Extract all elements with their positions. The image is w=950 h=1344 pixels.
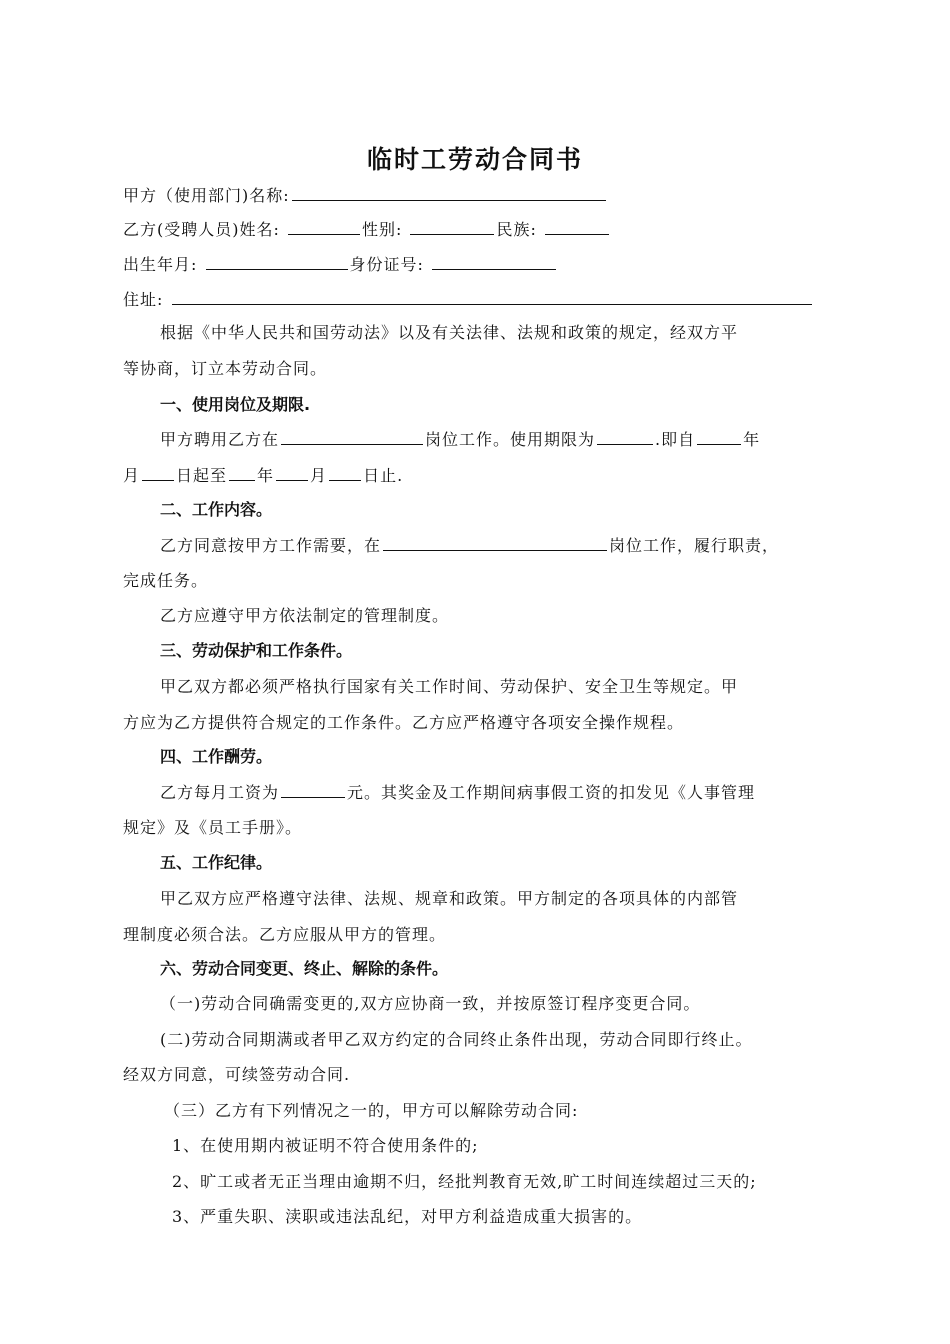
- end-month-blank[interactable]: [276, 464, 308, 481]
- section-1-line-2: [123, 464, 403, 487]
- section-3-heading: 三、劳动保护和工作条件。: [160, 641, 353, 660]
- s2-text-b: 岗位工作，履行职责，: [609, 536, 780, 555]
- id-label: 身份证号:: [349, 255, 424, 274]
- address-label: 住址:: [123, 290, 164, 309]
- gender-label: 性别:: [361, 220, 403, 239]
- position-blank[interactable]: [281, 428, 423, 445]
- s1-text-f: 日起至: [176, 466, 228, 485]
- section-6-para-2b: 经双方同意，可续签劳动合同.: [123, 1065, 351, 1084]
- party-a-line: [123, 184, 608, 207]
- s1-text-i: 日止.: [363, 466, 404, 485]
- s1-text-d: 年: [743, 430, 761, 449]
- end-year-blank[interactable]: [229, 464, 255, 481]
- section-2-heading: 二、工作内容。: [160, 500, 273, 519]
- s2-text-a: 乙方同意按甲方工作需要，在: [160, 536, 382, 555]
- section-6-para-3: （三）乙方有下列情况之一的，甲方可以解除劳动合同:: [164, 1101, 579, 1120]
- term-blank[interactable]: [597, 428, 653, 445]
- ethnicity-blank[interactable]: [545, 218, 609, 235]
- intro-line-2: 等协商，订立本劳动合同。: [123, 359, 328, 378]
- work-position-blank[interactable]: [383, 534, 607, 551]
- section-3-line-1: 甲乙双方都必须严格执行国家有关工作时间、劳动保护、安全卫生等规定。甲: [160, 677, 739, 696]
- section-4-heading: 四、工作酬劳。: [160, 747, 273, 766]
- party-b-name-blank[interactable]: [288, 218, 360, 235]
- birth-label: 出生年月:: [123, 255, 198, 274]
- section-5-line-1: 甲乙双方应严格遵守法律、法规、规章和政策。甲方制定的各项具体的内部管: [160, 889, 739, 908]
- section-5-heading: 五、工作纪律。: [160, 853, 273, 872]
- section-1-line-1: [160, 428, 760, 451]
- address-blank[interactable]: [172, 288, 812, 305]
- s1-text-h: 月: [310, 466, 328, 485]
- section-4-line-1: [160, 781, 755, 804]
- party-a-label: 甲方（使用部门)名称:: [123, 186, 290, 205]
- section-3-line-2: 方应为乙方提供符合规定的工作条件。乙方应严格遵守各项安全操作规程。: [123, 713, 685, 732]
- id-blank[interactable]: [432, 253, 556, 270]
- section-6-para-1: （一)劳动合同确需变更的,双方应协商一致，并按原签订程序变更合同。: [160, 994, 701, 1013]
- intro-line-1: 根据《中华人民共和国劳动法》以及有关法律、法规和政策的规定，经双方平: [160, 323, 739, 342]
- s4-text-b: 元。其奖金及工作期间病事假工资的扣发见《人事管理: [347, 783, 756, 802]
- gender-blank[interactable]: [410, 218, 494, 235]
- s1-text-b: 岗位工作。使用期限为: [425, 430, 596, 449]
- s1-text-g: 年: [257, 466, 275, 485]
- section-6-item-3: 3、严重失职、渎职或违法乱纪，对甲方利益造成重大损害的。: [172, 1207, 643, 1226]
- salary-blank[interactable]: [281, 781, 345, 798]
- section-2-line-2: 完成任务。: [123, 571, 209, 590]
- section-2-line-1: [160, 534, 779, 557]
- section-1-heading: 一、使用岗位及期限.: [160, 395, 311, 414]
- s1-text-e: 月: [123, 466, 141, 485]
- s1-text-c: .即自: [655, 430, 696, 449]
- section-6-item-2: 2、旷工或者无正当理由逾期不归，经批判教育无效,旷工时间连续超过三天的;: [172, 1172, 757, 1191]
- section-2-line-3: 乙方应遵守甲方依法制定的管理制度。: [160, 606, 450, 625]
- address-line: [123, 288, 814, 311]
- ethnicity-label: 民族:: [496, 220, 537, 239]
- page-title: 临时工劳动合同书: [366, 145, 583, 174]
- party-b-name-label: 乙方(受聘人员)姓名:: [123, 220, 280, 239]
- section-6-heading: 六、劳动合同变更、终止、解除的条件。: [160, 959, 449, 978]
- section-5-line-2: 理制度必须合法。乙方应服从甲方的管理。: [123, 925, 447, 944]
- section-6-item-1: 1、在使用期内被证明不符合使用条件的;: [172, 1136, 479, 1155]
- party-b-line: [123, 218, 611, 241]
- birth-line: [123, 253, 558, 276]
- birth-blank[interactable]: [206, 253, 348, 270]
- section-6-para-2a: (二)劳动合同期满或者甲乙双方约定的合同终止条件出现，劳动合同即行终止。: [160, 1030, 753, 1049]
- s1-text-a: 甲方聘用乙方在: [160, 430, 280, 449]
- start-month-blank[interactable]: [142, 464, 174, 481]
- section-4-line-2: 规定》及《员工手册》。: [123, 818, 303, 837]
- party-a-name-blank[interactable]: [292, 184, 606, 201]
- end-day-blank[interactable]: [329, 464, 361, 481]
- start-year-blank[interactable]: [697, 428, 741, 445]
- s4-text-a: 乙方每月工资为: [160, 783, 280, 802]
